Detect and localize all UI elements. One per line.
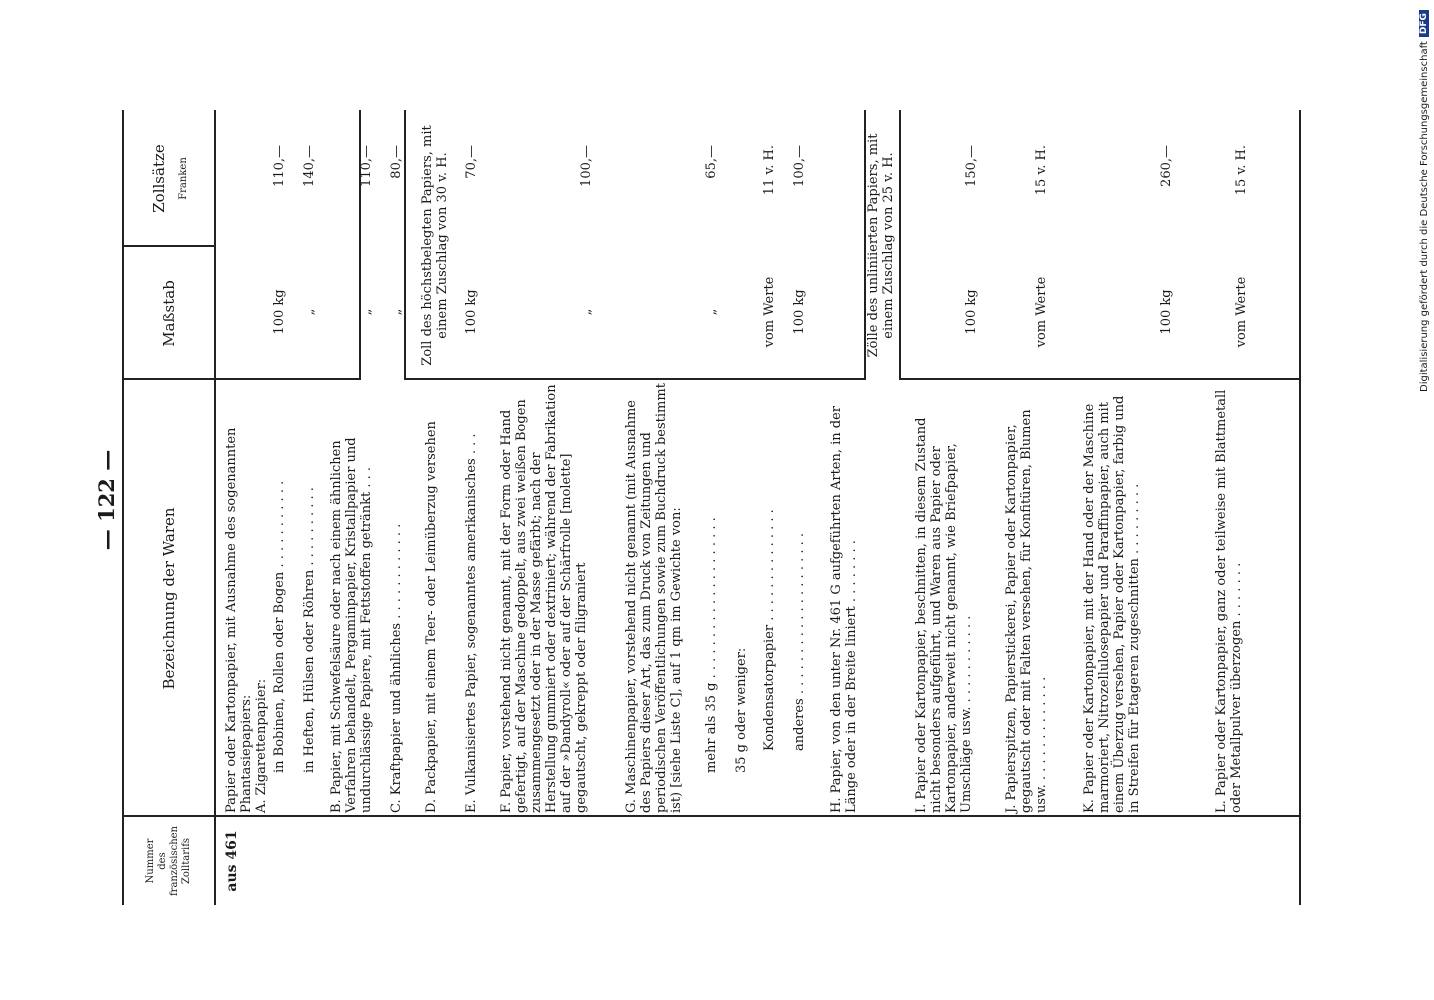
row-measure: „ — [359, 308, 374, 316]
row-description: in Bobinen, Rollen oder Bogen . . . . . . . . . . . — [272, 480, 287, 773]
row-description: G. Maschinenpapier, vorstehend nicht genannt (mit Ausnahme des Papiers dieser Art, das zum Druck von Zeitungen und periodischen Veröffentlichungen sowie zum Buchdruck bestimmt ist) [siehe Liste C], auf 1 qm im Gewichte von: — [624, 383, 684, 813]
header-duty-unit: Franken — [177, 157, 189, 200]
row-span-note: Zoll des höchstbelegten Papiers, mit einem Zuschlag von 30 v. H. — [420, 125, 450, 366]
row-duty: 15 v. H. — [1234, 145, 1249, 196]
row-description: B. Papier, mit Schwefelsäure oder nach einem ähnlichen Verfahren behandelt, Pergaminpapier, Kristallpapier und undurchlässige Papiere, mit Fettstoffen getränkt . . . — [329, 437, 374, 813]
column-divider — [404, 378, 864, 380]
row-duty: 100,— — [579, 145, 594, 187]
row-description: anderes . . . . . . . . . . . . . . . . . . . . — [792, 532, 807, 751]
column-divider — [899, 378, 1299, 380]
row-description: D. Packpapier, mit einem Teer- oder Leimüberzug versehen — [424, 421, 439, 813]
row-duty: 15 v. H. — [1034, 145, 1049, 196]
row-measure: 100 kg — [464, 289, 479, 335]
row-measure: „ — [302, 308, 317, 316]
row-description: I. Papier oder Kartonpapier, beschnitten, in diesem Zustand nicht besonders aufgeführt, und Waren aus Papier oder Kartonpapier, anderweit nicht genannt, wie Briefpapier, Umschläge usw. . . . . . . . . . . . — [914, 417, 974, 813]
header-number-line-1: Nummer — [145, 838, 156, 884]
funding-note — [1414, 6, 1434, 392]
header-number-column — [124, 817, 214, 905]
row-description: K. Papier oder Kartonpapier, mit der Hand oder der Maschine marmoriert, Nitrozellulosepapier und Paraffinpapier, auch mit einem Überzug versehen, Papier oder Kartonpapier, farbig und in Streifen für Etageren zugeschnitten . . . . . . . . . — [1082, 395, 1142, 813]
row-description: 35 g oder weniger: — [734, 647, 749, 773]
row-duty: 11 v. H. — [762, 145, 777, 196]
row-description: in Heften, Hülsen oder Röhren . . . . . . . . . . — [302, 487, 317, 773]
row-description: mehr als 35 g . . . . . . . . . . . . . . . . . . . . — [704, 517, 719, 773]
row-description: F. Papier, vorstehend nicht genannt, mit der Form oder Hand gefertigt, auf der Maschine gedoppelt, aus zwei weißen Bogen zusammengesetzt oder in der Masse gefärbt; nach der Herstellung gummiert oder dextriniert; während der Fabrikation auf der »Dandyroll« oder auf der Schärfrolle [molette] gegautscht, gekreppt oder filigraniert — [499, 384, 589, 813]
row-duty: 80,— — [389, 145, 404, 179]
header-measure-column: Maßstab — [160, 280, 178, 347]
column-divider — [124, 378, 214, 380]
column-divider — [214, 378, 359, 380]
row-divider — [404, 110, 406, 380]
row-measure: „ — [389, 308, 404, 316]
row-measure: vom Werte — [762, 276, 777, 348]
header-description-column: Bezeichnung der Waren — [160, 507, 178, 690]
row-duty: 65,— — [704, 145, 719, 179]
dfg-logo: DFG — [1419, 10, 1429, 37]
row-description: C. Kraftpapier und ähnliches . . . . . . . . . . . . — [389, 523, 404, 813]
row-duty: 110,— — [359, 145, 374, 187]
tariff-number: aus 461 — [224, 830, 240, 892]
header-duty-column — [124, 110, 214, 247]
header-duty-label: Zollsätze — [149, 144, 168, 213]
row-description: Papier oder Kartonpapier, mit Ausnahme des sogenannten Phantasiepapiers: — [224, 427, 254, 813]
row-measure: „ — [579, 308, 594, 316]
row-measure: „ — [704, 308, 719, 316]
row-duty: 100,— — [792, 145, 807, 187]
row-measure: 100 kg — [272, 289, 287, 335]
row-duty: 260,— — [1159, 145, 1174, 187]
page-number: — 122 — — [94, 449, 119, 551]
row-duty: 110,— — [272, 145, 287, 187]
column-divider — [124, 245, 214, 247]
header-number-line-3: Zolltarifs — [181, 837, 192, 885]
row-description: J. Papierspitzen, Papierstickerei, Papier oder Kartonpapier, gegautscht oder mit Falten versehen, für Konfitüren, Blumen usw. . . . . . . . . . . . . . — [1004, 409, 1049, 813]
header-number-line-2: des französischen — [157, 825, 180, 897]
row-duty: 150,— — [964, 145, 979, 187]
row-description: E. Vulkanisiertes Papier, sogenanntes amerikanisches . . . — [464, 433, 479, 813]
row-description: Kondensatorpapier . . . . . . . . . . . . . . — [762, 509, 777, 751]
tariff-table — [122, 110, 1301, 905]
row-divider — [899, 110, 901, 380]
row-measure: 100 kg — [1159, 289, 1174, 335]
row-span-note: Zölle des unliniierten Papiers, mit einem Zuschlag von 25 v. H. — [866, 133, 896, 358]
table-header — [124, 110, 216, 905]
column-divider — [124, 815, 1299, 817]
row-duty: 140,— — [302, 145, 317, 187]
funding-note-text: Digitalisierung gefördert durch die Deutsche Forschungsgemeinschaft — [1418, 41, 1430, 392]
row-measure: 100 kg — [792, 289, 807, 335]
row-duty: 70,— — [464, 145, 479, 179]
row-description: H. Papier, von den unter Nr. 461 G aufgeführten Arten, in der Länge oder in der Breite liniert . . . . . . . . — [829, 405, 859, 813]
row-description: A. Zigarettenpapier: — [254, 678, 269, 813]
rotated-page — [92, 0, 1392, 1000]
row-measure: 100 kg — [964, 289, 979, 335]
row-measure: vom Werte — [1034, 276, 1049, 348]
row-description: L. Papier oder Kartonpapier, ganz oder teilweise mit Blattmetall oder Metallpulver überzogen . . . . . . . — [1214, 389, 1244, 813]
row-measure: vom Werte — [1234, 276, 1249, 348]
